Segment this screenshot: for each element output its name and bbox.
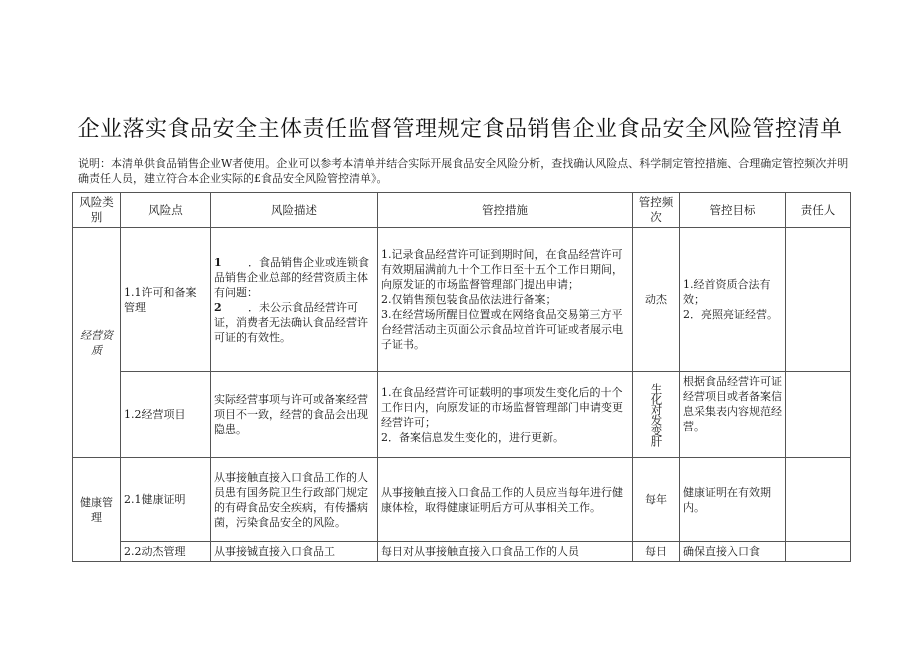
header-responsible: 责任人: [786, 193, 851, 228]
header-description: 风险描述: [211, 193, 378, 228]
header-category: 风险类别: [73, 193, 121, 228]
frequency-vertical-text: 生化对发变肝: [649, 383, 664, 446]
goal-item: 2．亮照亮证经营。: [683, 308, 778, 321]
document-note: 说明：本清单供食品销售企业W者使用。企业可以参考本清单并结合实际开展食品安全风险分析，查找确认风险点、科学制定管控措施、合理确定管控频次并明确责任人员，建立符合本企业实际的£食品安全风险管控清单》。: [78, 157, 849, 185]
description-item: 1 ．食品销售企业或连锁食品销售企业总部的经营资质主体有问题：: [214, 255, 369, 299]
description-item: 2 ．未公示食品经营许可证，消费者无法确认食品经营许可证的有效性。: [214, 300, 368, 344]
measure-item: 2.仅销售预包装食品依法进行备案；: [381, 293, 557, 306]
category-cell: 健康管理: [73, 458, 121, 562]
frequency-cell: [633, 372, 680, 458]
table-row: [73, 542, 851, 562]
frequency-cell: 动杰: [633, 228, 680, 372]
frequency-cell: 每年: [633, 458, 680, 542]
point-cell: 1.2经营项目: [121, 372, 211, 458]
description-cell: 从事接触直接入口食品工作的人员患有国务院卫生行政部门规定的有碍食品安全疾病，有传播病菌，污染食品安全的风险。: [211, 458, 378, 542]
goal-cell: [680, 228, 786, 372]
measures-cell: [378, 228, 633, 372]
header-goal: 管控目标: [680, 193, 786, 228]
measures-cell: 从事接触直接入口食品工作的人员应当每年进行健康体检，取得健康证明后方可从事相关工作。: [378, 458, 633, 542]
goal-cell: 根据食品经营许可证经营项目或者备案信息采集表内容规范经营。: [680, 372, 786, 458]
point-cell: 2.2动杰管理: [121, 542, 211, 562]
description-cell: 从事接铖直接入口食品工: [211, 542, 378, 562]
header-measures: 管控措施: [378, 193, 633, 228]
goal-cell: 健康证明在有效期内。: [680, 458, 786, 542]
point-cell: 2.1健康证明: [121, 458, 211, 542]
table-row: [73, 458, 851, 542]
header-frequency: 管控频次: [633, 193, 680, 228]
responsible-cell: [786, 458, 851, 542]
goal-item: 1.经首资质合法有效；: [683, 278, 771, 306]
header-point: 风险点: [121, 193, 211, 228]
responsible-cell: [786, 228, 851, 372]
category-cell: 经营资质: [73, 228, 121, 458]
measures-cell: [378, 372, 633, 458]
measure-item: 3.在经营场所醒目位置或在网络食品交易第三方平台经营活动主页面公示食品垃首许可证或者展示电子证书。: [381, 308, 623, 351]
measure-item: 1.记录食品经营许可证到期时间，在食品经营许可有效期届满前九十个工作日至十五个工作日期间，向原发证的市场监督管理部门提出申请；: [381, 248, 623, 291]
table-row: [73, 228, 851, 372]
measure-item: 2．备案信息发生变化的，进行更新。: [381, 430, 564, 444]
document-title: 企业落实食品安全主体责任监督管理规定食品销售企业食品安全风险管控清单: [77, 117, 843, 142]
description-cell: [211, 228, 378, 372]
responsible-cell: [786, 542, 851, 562]
frequency-cell: 每日: [633, 542, 680, 562]
table-header-row: [73, 193, 851, 228]
measures-cell: 每日对从事接触直接入口食品工作的人员: [378, 542, 633, 562]
measure-item: 1.在食品经营许可证载明的事项发生变化后的十个工作日内，向原发证的市场监督管理部门申请变更经营许可；: [381, 385, 623, 429]
risk-control-table: [72, 192, 851, 562]
responsible-cell: [786, 372, 851, 458]
goal-cell: 确保直接入口食: [680, 542, 786, 562]
point-cell: 1.1许可和备案管理: [121, 228, 211, 372]
table-row: [73, 372, 851, 458]
description-cell: 实际经营事项与许可或备案经营项目不一致，经营的食品会出现隐患。: [211, 372, 378, 458]
